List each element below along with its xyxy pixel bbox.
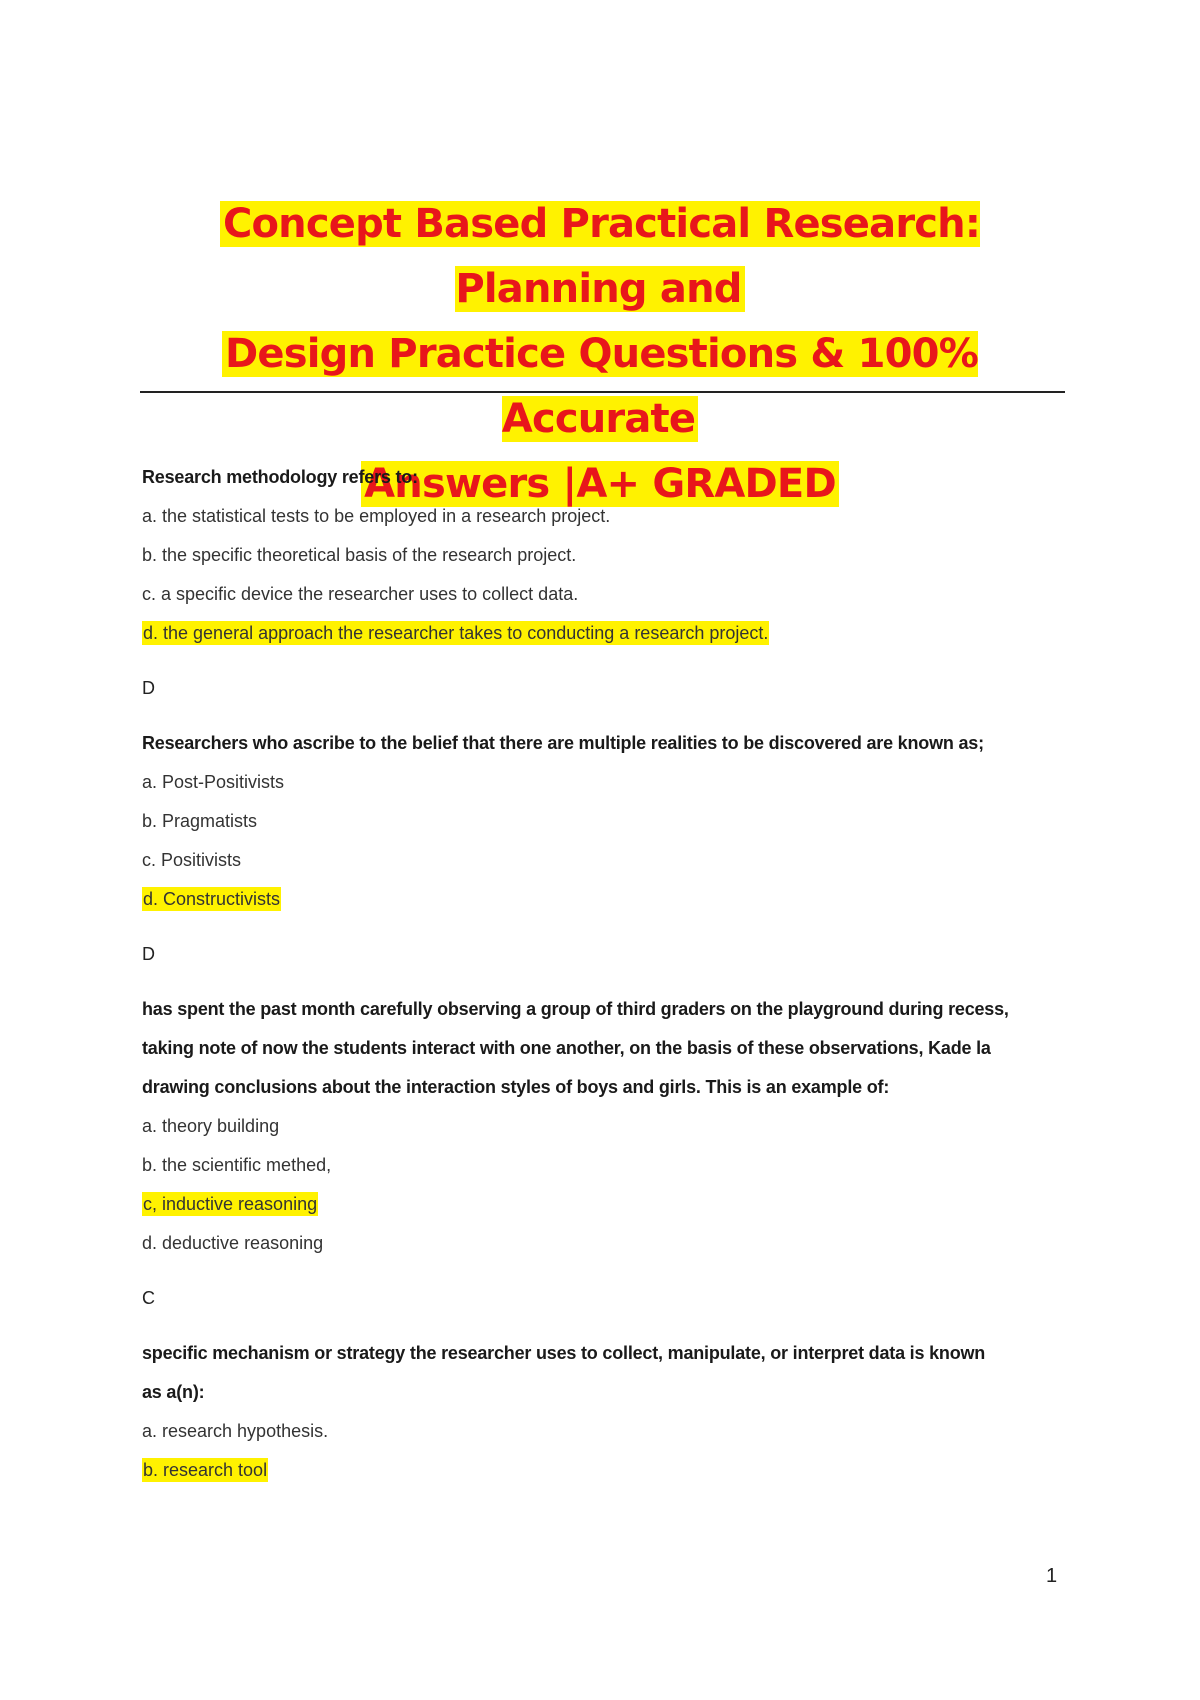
question-list (142, 458, 1062, 1490)
answer-option: b. the scientific methed, (142, 1155, 332, 1175)
answer-option: a. research hypothesis. (142, 1421, 329, 1441)
correct-highlight: d. the general approach the researcher takes to conducting a research project. (143, 623, 769, 643)
title-line: Answers |A+ GRADED (140, 452, 1060, 517)
correct-highlight: b. research tool (143, 1460, 268, 1480)
answer-option-correct (142, 1451, 1062, 1490)
answer-option: d. deductive reasoning (142, 1233, 324, 1253)
answer-option: a. the statistical tests to be employed in a research project. (142, 506, 611, 526)
correct-highlight: c, inductive reasoning (143, 1194, 318, 1214)
question-prompt: as a(n): (142, 1382, 205, 1402)
answer-option: a. theory building (142, 1116, 280, 1136)
answer-key: D (142, 944, 155, 964)
question-block (142, 1334, 1062, 1490)
answer-option-correct (142, 614, 1062, 653)
question-prompt: has spent the past month carefully observing a group of third graders on the playground during recess, (142, 999, 1009, 1019)
title-line: Concept Based Practical Research: Planning and (140, 192, 1060, 322)
question-block (142, 458, 1062, 708)
title-divider (140, 391, 1065, 393)
question-block (142, 990, 1062, 1318)
question-prompt: Research methodology refers to: (142, 467, 418, 487)
question-prompt: taking note of now the students interact with one another, on the basis of these observations, Kade la (142, 1038, 991, 1058)
question-prompt: specific mechanism or strategy the researcher uses to collect, manipulate, or interpret data is known (142, 1343, 986, 1363)
answer-key: C (142, 1288, 155, 1308)
correct-highlight: d. Constructivists (143, 889, 281, 909)
answer-option: c. a specific device the researcher uses to collect data. (142, 584, 579, 604)
answer-option: b. the specific theoretical basis of the research project. (142, 545, 577, 565)
question-prompt: Researchers who ascribe to the belief that there are multiple realities to be discovered are known as; (142, 733, 984, 753)
answer-option: b. Pragmatists (142, 811, 258, 831)
answer-option: a. Post-Positivists (142, 772, 285, 792)
page-number: 1 (1046, 1565, 1058, 1587)
question-prompt: drawing conclusions about the interaction styles of boys and girls. This is an example of: (142, 1077, 890, 1097)
answer-option-correct (142, 1185, 1062, 1224)
answer-option: c. Positivists (142, 850, 242, 870)
answer-option-correct (142, 880, 1062, 919)
question-block (142, 724, 1062, 974)
answer-key: D (142, 678, 155, 698)
title-line: Design Practice Questions & 100% Accurate (140, 322, 1060, 452)
